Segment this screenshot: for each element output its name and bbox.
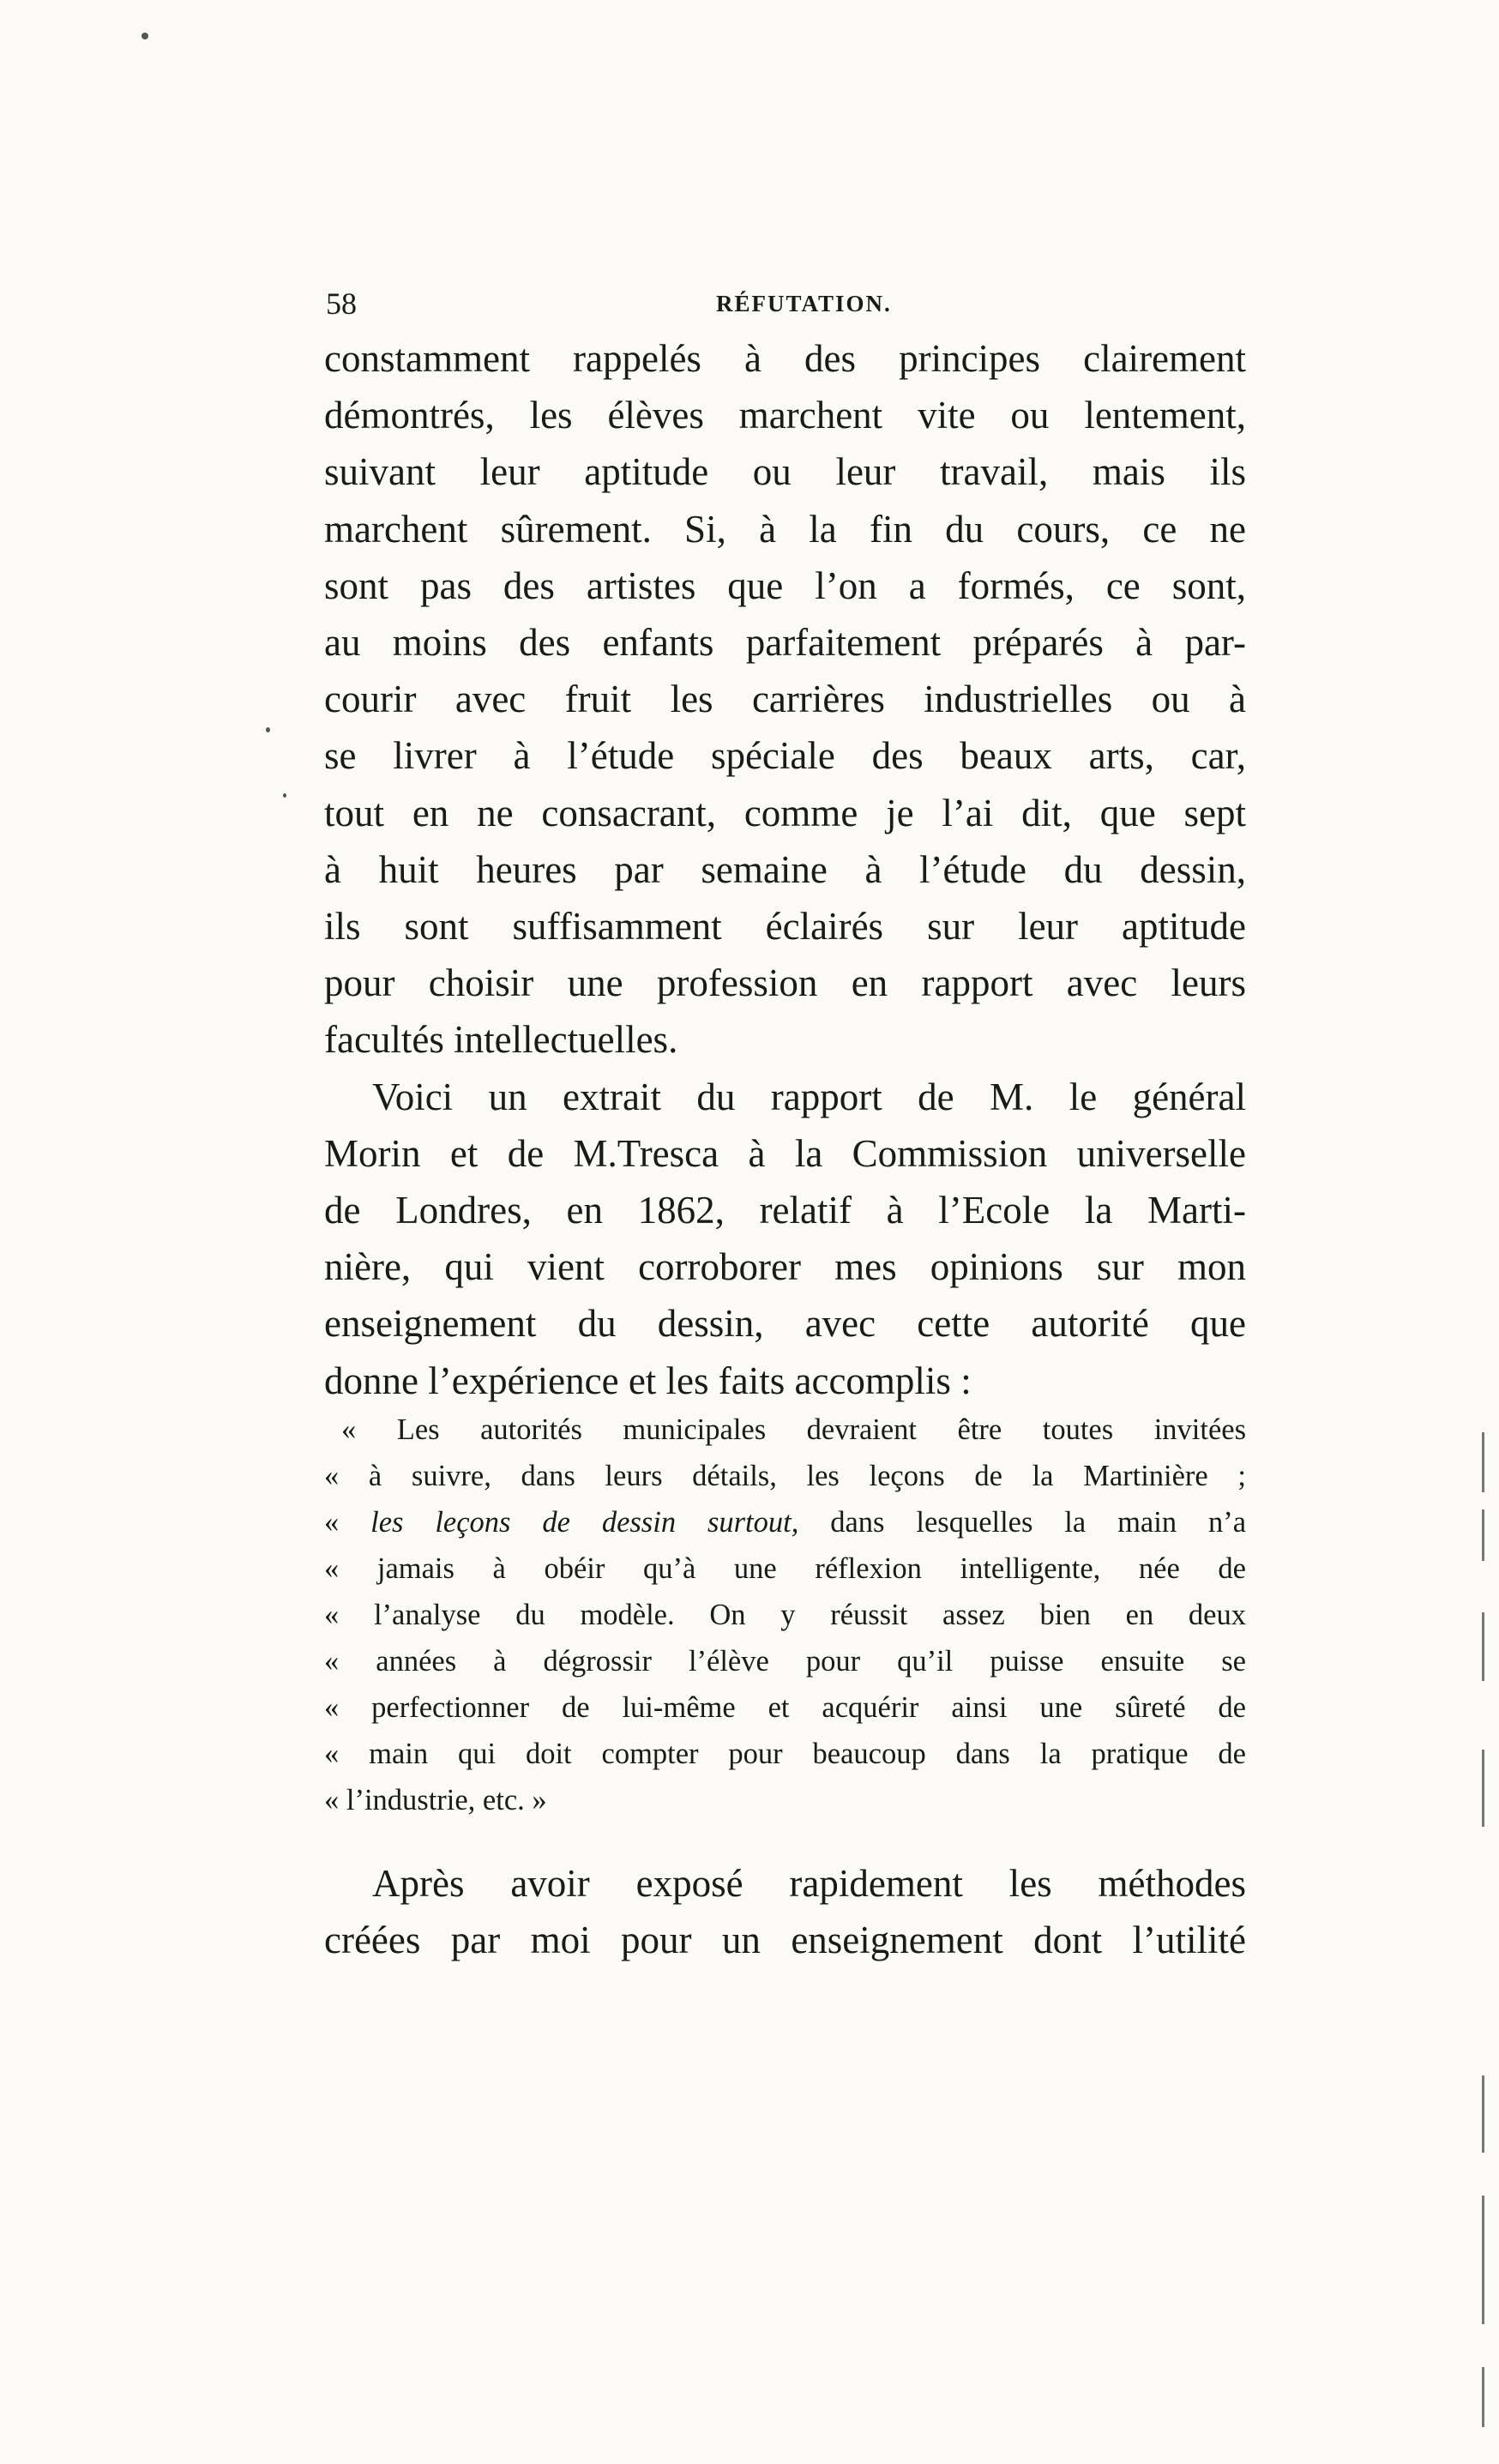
scan-speck (266, 727, 270, 732)
text-line: Morin et de M.Tresca à la Commission universelle (324, 1131, 1246, 1175)
quote-line: « années à dégrossir l’élève pour qu’il puisse ensuite se (324, 1645, 1246, 1678)
text-line: suivant leur aptitude ou leur travail, mais ils (324, 450, 1246, 494)
page-number: 58 (326, 286, 357, 321)
text-line: nière, qui vient corroborer mes opinions sur mon (324, 1245, 1246, 1289)
scan-speck (141, 33, 148, 39)
quote-line (324, 1499, 1246, 1545)
italic-emphasis: les leçons de dessin surtout, (370, 1506, 799, 1539)
quote-text: dans lesquelles la main n’a (798, 1506, 1247, 1539)
text-line: se livrer à l’étude spéciale des beaux arts, car, (324, 734, 1246, 778)
text-line: courir avec fruit les carrières industrielles ou à (324, 678, 1246, 721)
quote-line: « perfectionner de lui-même et acquérir ainsi une sûreté de (324, 1691, 1246, 1724)
quote-mark: « (324, 1506, 371, 1539)
page-header (326, 286, 1243, 328)
text-line: pour choisir une profession en rapport avec leurs (324, 961, 1246, 1005)
text-line: enseignement du dessin, avec cette autorité que (324, 1302, 1246, 1346)
text-line: sont pas des artistes que l’on a formés, ce sont, (324, 563, 1246, 607)
scan-mark (1482, 1509, 1484, 1561)
text-line: à huit heures par semaine à l’étude du dessin, (324, 847, 1246, 891)
closing-paragraph (324, 1855, 1246, 1968)
text-line: Après avoir exposé rapidement les méthodes (372, 1862, 1246, 1905)
text-line: Voici un extrait du rapport de M. le général (372, 1075, 1246, 1118)
text-line: démontrés, les élèves marchent vite ou lentement, (324, 394, 1246, 437)
text-line: créées par moi pour un enseignement dont l’utilité (324, 1919, 1246, 1961)
scan-mark (1482, 1612, 1484, 1681)
running-title: RÉFUTATION. (716, 291, 892, 316)
text-line: de Londres, en 1862, relatif à l’Ecole la Marti- (324, 1189, 1246, 1232)
text-line: marchent sûrement. Si, à la fin du cours, ce ne (324, 507, 1246, 551)
quote-line: « Les autorités municipales devraient être toutes invitées (341, 1413, 1246, 1446)
scan-mark (1482, 2367, 1484, 2427)
scan-mark (1482, 2075, 1484, 2153)
text-line: ils sont suffisamment éclairés sur leur aptitude (324, 905, 1246, 949)
quote-line: « à suivre, dans leurs détails, les leçons de la Martinière ; (324, 1460, 1246, 1492)
text-line: donne l’expérience et les faits accomplis : (324, 1359, 972, 1402)
quote-line: « l’analyse du modèle. On y réussit assez bien en deux (324, 1599, 1246, 1631)
text-line: tout en ne consacrant, comme je l’ai dit, que sept (324, 791, 1246, 834)
quote-line: « l’industrie, etc. » (324, 1784, 547, 1816)
paragraph-continuation (324, 330, 1246, 1069)
quote-line: « jamais à obéir qu’à une réflexion intelligente, née de (324, 1552, 1246, 1585)
scan-mark (1482, 1432, 1484, 1492)
paragraph-report-intro (324, 1069, 1246, 1409)
scan-speck (283, 793, 286, 798)
text-line: facultés intellectuelles. (324, 1018, 678, 1062)
scan-mark (1482, 1750, 1484, 1827)
text-line: constamment rappelés à des principes clairement (324, 337, 1246, 380)
main-text (324, 330, 1246, 1409)
text-line: au moins des enfants parfaitement préparés à par- (324, 621, 1246, 665)
quote-line: « main qui doit compter pour beaucoup dans la pratique de (324, 1738, 1246, 1770)
block-quotation (324, 1407, 1246, 1823)
scan-mark (1482, 2196, 1484, 2324)
